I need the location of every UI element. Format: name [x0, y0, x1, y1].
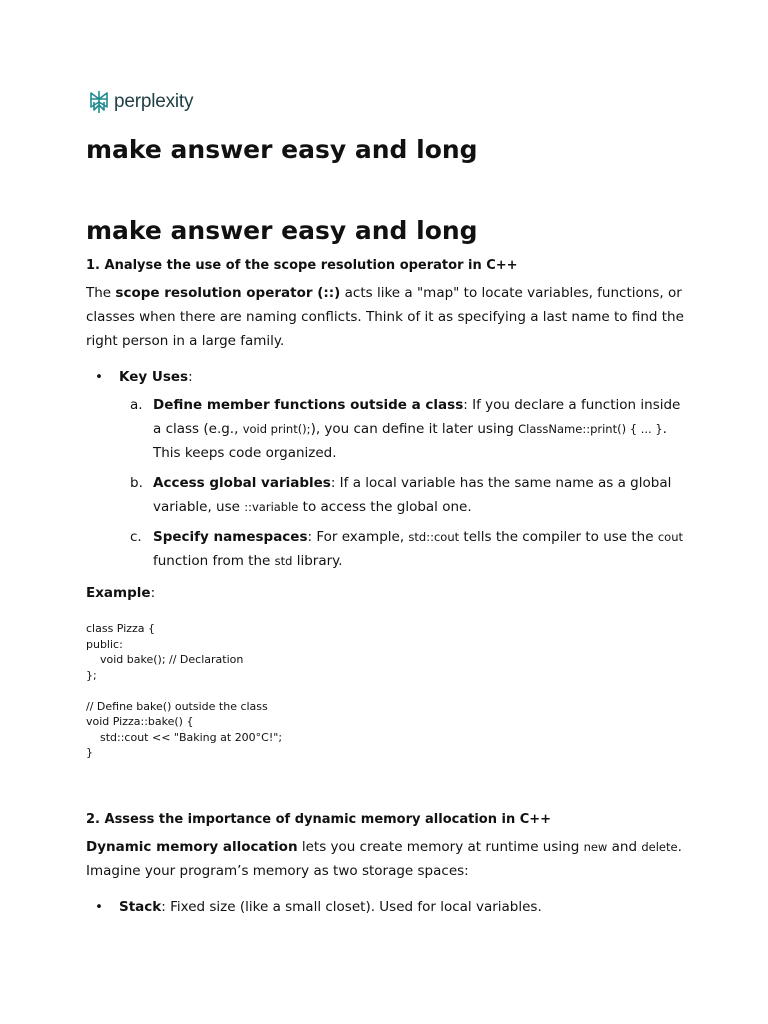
code-block: class Pizza { public: void bake(); // Declaration }; // Define bake() outside the class void Pizza::bake() { std::cout << "Baking at 200°C!"; }	[86, 622, 283, 759]
list-item: b. Access global variables: If a local variable has the same name as a global variable, use ::variable to access the global one.	[130, 475, 672, 515]
question-1-title: 1. Analyse the use of the scope resolution operator in C++	[86, 258, 518, 273]
key-uses-sublist	[119, 393, 686, 573]
question-2-title: 2. Assess the importance of dynamic memory allocation in C++	[86, 811, 552, 827]
key-uses-list	[86, 365, 686, 573]
perplexity-logo	[88, 90, 193, 114]
answer-content	[86, 130, 686, 919]
memory-types-list	[86, 895, 686, 919]
q2-intro-paragraph: Dynamic memory allocation lets you create memory at runtime using new and delete. Imagine your program’s memory as two storage spaces:	[86, 838, 682, 879]
list-item: • Key Uses: a. Define member functions outside a class: If you declare a function inside a class (e.g., void print();), you can define it later using ClassName::print() { ... }. This keeps code organized. b. Access global variables: If a local variable has the same name as a global variable, use ::variable to access the global one. c. Specify namespaces: For example, std::cout tells the compiler to use the cout function from the std library.	[86, 365, 686, 573]
q1-intro-paragraph: The scope resolution operator (::) acts like a "map" to locate variables, functions, or classes when there are naming conflicts. Think of it as specifying a last name to find the right person in a large family.	[86, 285, 684, 349]
bullet-marker: •	[95, 369, 103, 385]
perplexity-icon	[88, 90, 110, 114]
list-item: c. Specify namespaces: For example, std::cout tells the compiler to use the cout function from the std library.	[130, 529, 683, 569]
brand-name: perplexity	[114, 91, 194, 112]
list-item: • Stack: Fixed size (like a small closet). Used for local variables.	[86, 895, 686, 919]
bullet-marker: •	[95, 898, 103, 915]
list-item: a. Define member functions outside a class: If you declare a function inside a class (e.g., void print();), you can define it later using ClassName::print() { ... }. This keeps code organized.	[130, 397, 681, 461]
example-label: Example:	[86, 585, 156, 601]
answer-heading: make answer easy and long	[86, 216, 478, 245]
page-title: make answer easy and long	[86, 135, 478, 164]
